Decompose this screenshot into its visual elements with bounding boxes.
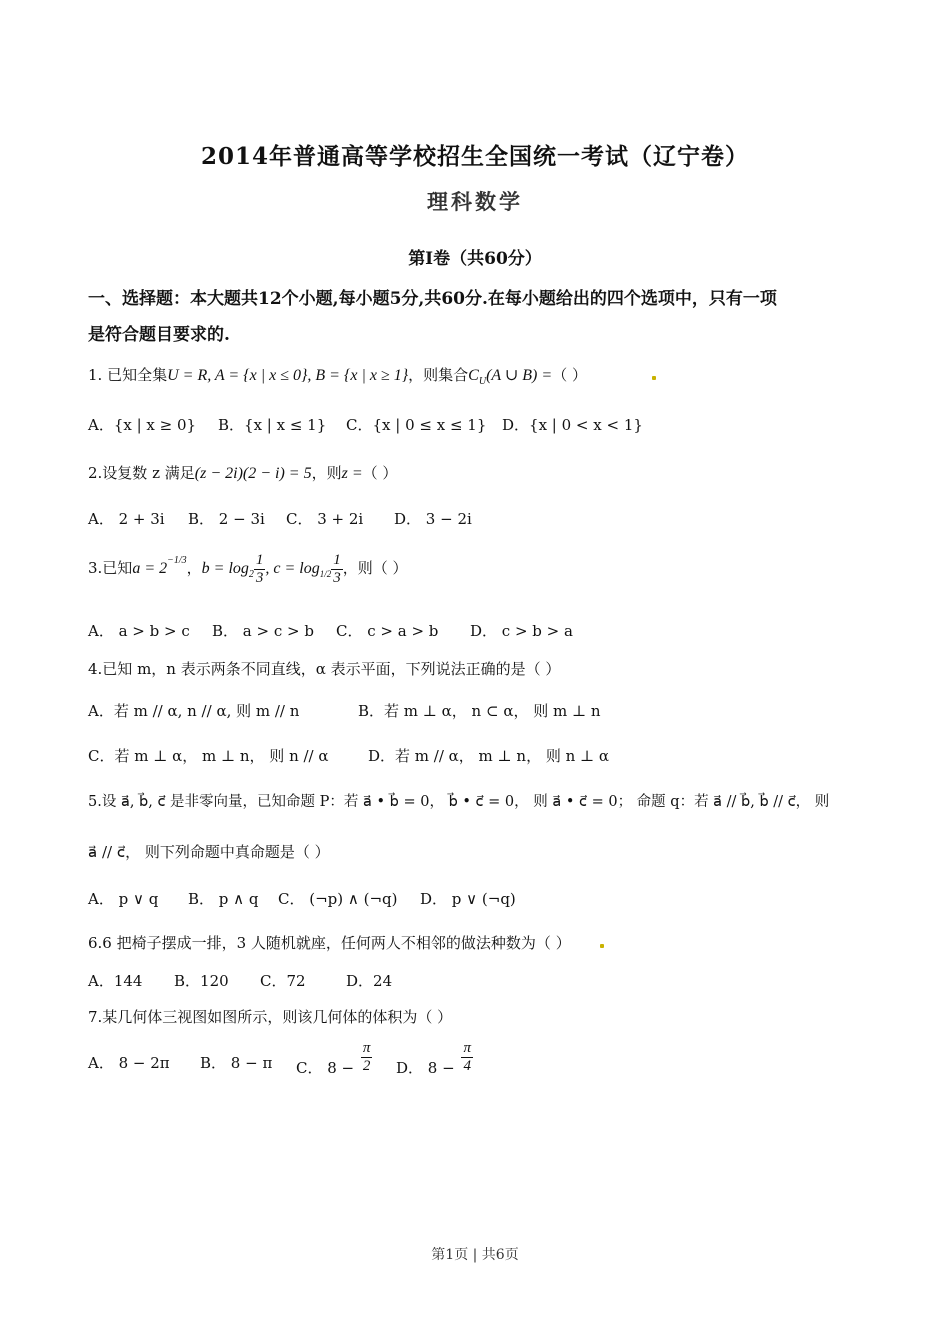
q3-suffix: ，则（ ） bbox=[342, 559, 408, 577]
question-7: 7.某几何体三视图如图所示，则该几何体的体积为（ ） bbox=[88, 1008, 453, 1026]
page-footer: 第1页 | 共6页 bbox=[431, 1247, 519, 1263]
q3-option-a: A． a > b > c bbox=[88, 622, 190, 640]
mark-dot bbox=[600, 944, 604, 948]
q7-option-a: A． 8 − 2π bbox=[88, 1054, 170, 1072]
q2-option-b: B． 2 − 3i bbox=[188, 510, 265, 528]
exam-title: 2014年普通高等学校招生全国统一考试（辽宁卷） bbox=[200, 143, 749, 170]
section-instructions-line2: 是符合题目要求的. bbox=[88, 325, 230, 345]
q1-prefix: 1. 已知全集 bbox=[88, 366, 168, 384]
q4-option-a: A．若 m // α, n // α, 则 m // n bbox=[88, 702, 300, 720]
q1-math3: (A ∪ B) = bbox=[486, 367, 553, 384]
part-heading: 第Ⅰ卷（共60分） bbox=[408, 249, 542, 269]
question-3 bbox=[88, 552, 408, 586]
q2-suffix: （ ） bbox=[362, 464, 398, 482]
section-instructions-line1: 一、选择题：本大题共12个小题,每小题5分,共60分.在每小题给出的四个选项中，只有一项 bbox=[88, 289, 777, 309]
question-1 bbox=[88, 364, 587, 387]
q1-option-b: B．{x | x ≤ 1} bbox=[218, 416, 327, 434]
q3-comma: ， bbox=[186, 559, 202, 577]
q3-frac-1: $\frac{1}{3}$ bbox=[255, 552, 264, 586]
q2-option-c: C． 3 + 2i bbox=[286, 510, 364, 528]
q1-sub: U bbox=[478, 376, 487, 387]
q4-option-b: B．若 m ⊥ α， n ⊂ α， 则 m ⊥ n bbox=[358, 702, 601, 720]
q2-prefix: 2.设复数 z 满足 bbox=[88, 464, 195, 482]
q6-option-a: A．144 bbox=[88, 972, 143, 990]
q3-prefix: 3.已知 bbox=[88, 559, 133, 577]
q4-option-c: C．若 m ⊥ α， m ⊥ n， 则 n // α bbox=[88, 747, 329, 765]
q7-option-d: D． 8 − $\frac{\pi}{4}$ bbox=[396, 1040, 471, 1077]
q1-option-c: C．{x | 0 ≤ x ≤ 1} bbox=[346, 416, 487, 434]
q2-math: (z − 2i)(2 − i) = 5 bbox=[194, 465, 312, 482]
q1-option-d: D．{x | 0 < x < 1} bbox=[502, 416, 643, 434]
q6-option-d: D．24 bbox=[346, 972, 393, 990]
q6-option-b: B．120 bbox=[174, 972, 229, 990]
q6-option-c: C．72 bbox=[260, 972, 306, 990]
exam-subtitle: 理科数学 bbox=[427, 189, 523, 214]
q5-option-a: A． p ∨ q bbox=[88, 890, 159, 908]
q5-option-b: B． p ∧ q bbox=[188, 890, 259, 908]
q3-option-b: B． a > c > b bbox=[212, 622, 314, 640]
q5-option-d: D． p ∨ (¬q) bbox=[420, 890, 516, 908]
question-6: 6.6 把椅子摆成一排，3 人随机就座，任何两人不相邻的做法种数为（ ） bbox=[88, 934, 571, 952]
q3-option-c: C． c > a > b bbox=[336, 622, 439, 640]
q3-a-exponent: −1/3 bbox=[167, 555, 187, 566]
q3-frac-2: $\frac{1}{3}$ bbox=[333, 552, 341, 586]
q1-option-a: A．{x | x ≥ 0} bbox=[88, 416, 197, 434]
q3-b: b = log bbox=[201, 560, 249, 577]
question-2 bbox=[88, 462, 397, 483]
question-5-line1: 5.设 a⃗, b⃗, c⃗ 是非零向量，已知命题 P：若 a⃗ • b⃗ = 0， b⃗ • c⃗ = 0， 则 a⃗ • c⃗ = 0； 命题 q：若 a⃗ // b⃗, b⃗ // c⃗， 则 bbox=[88, 794, 830, 810]
q5-option-c: C． (¬p) ∧ (¬q) bbox=[278, 890, 398, 908]
q7-option-b: B． 8 − π bbox=[200, 1054, 273, 1072]
q3-option-d: D． c > b > a bbox=[470, 622, 573, 640]
q1-suffix: （ ） bbox=[552, 366, 587, 384]
q2-option-a: A． 2 + 3i bbox=[88, 510, 165, 528]
q3-b-base: 2 bbox=[248, 569, 254, 580]
q3-c-base: 1/2 bbox=[319, 569, 332, 579]
q1-math: U = R, A = {x | x ≤ 0}, B = {x | x ≥ 1} bbox=[167, 367, 409, 384]
q3-a: a = 2 bbox=[132, 560, 168, 577]
q2-mid: ，则 bbox=[311, 464, 342, 482]
q4-option-d: D．若 m // α， m ⊥ n， 则 n ⊥ α bbox=[368, 747, 610, 765]
q7-option-c: C． 8 − $\frac{\pi}{2}$ bbox=[296, 1040, 371, 1077]
q1-math2: C bbox=[468, 367, 479, 384]
q3-c: , c = log bbox=[265, 560, 320, 577]
question-4: 4.已知 m，n 表示两条不同直线，α 表示平面，下列说法正确的是（ ） bbox=[88, 660, 561, 678]
q2-option-d: D． 3 − 2i bbox=[394, 510, 472, 528]
question-5-line2: a⃗ // c⃗， 则下列命题中真命题是（ ） bbox=[88, 843, 330, 861]
mark-dot bbox=[652, 376, 656, 380]
q1-mid: ，则集合 bbox=[408, 366, 469, 384]
q2-math2: z = bbox=[341, 465, 363, 482]
